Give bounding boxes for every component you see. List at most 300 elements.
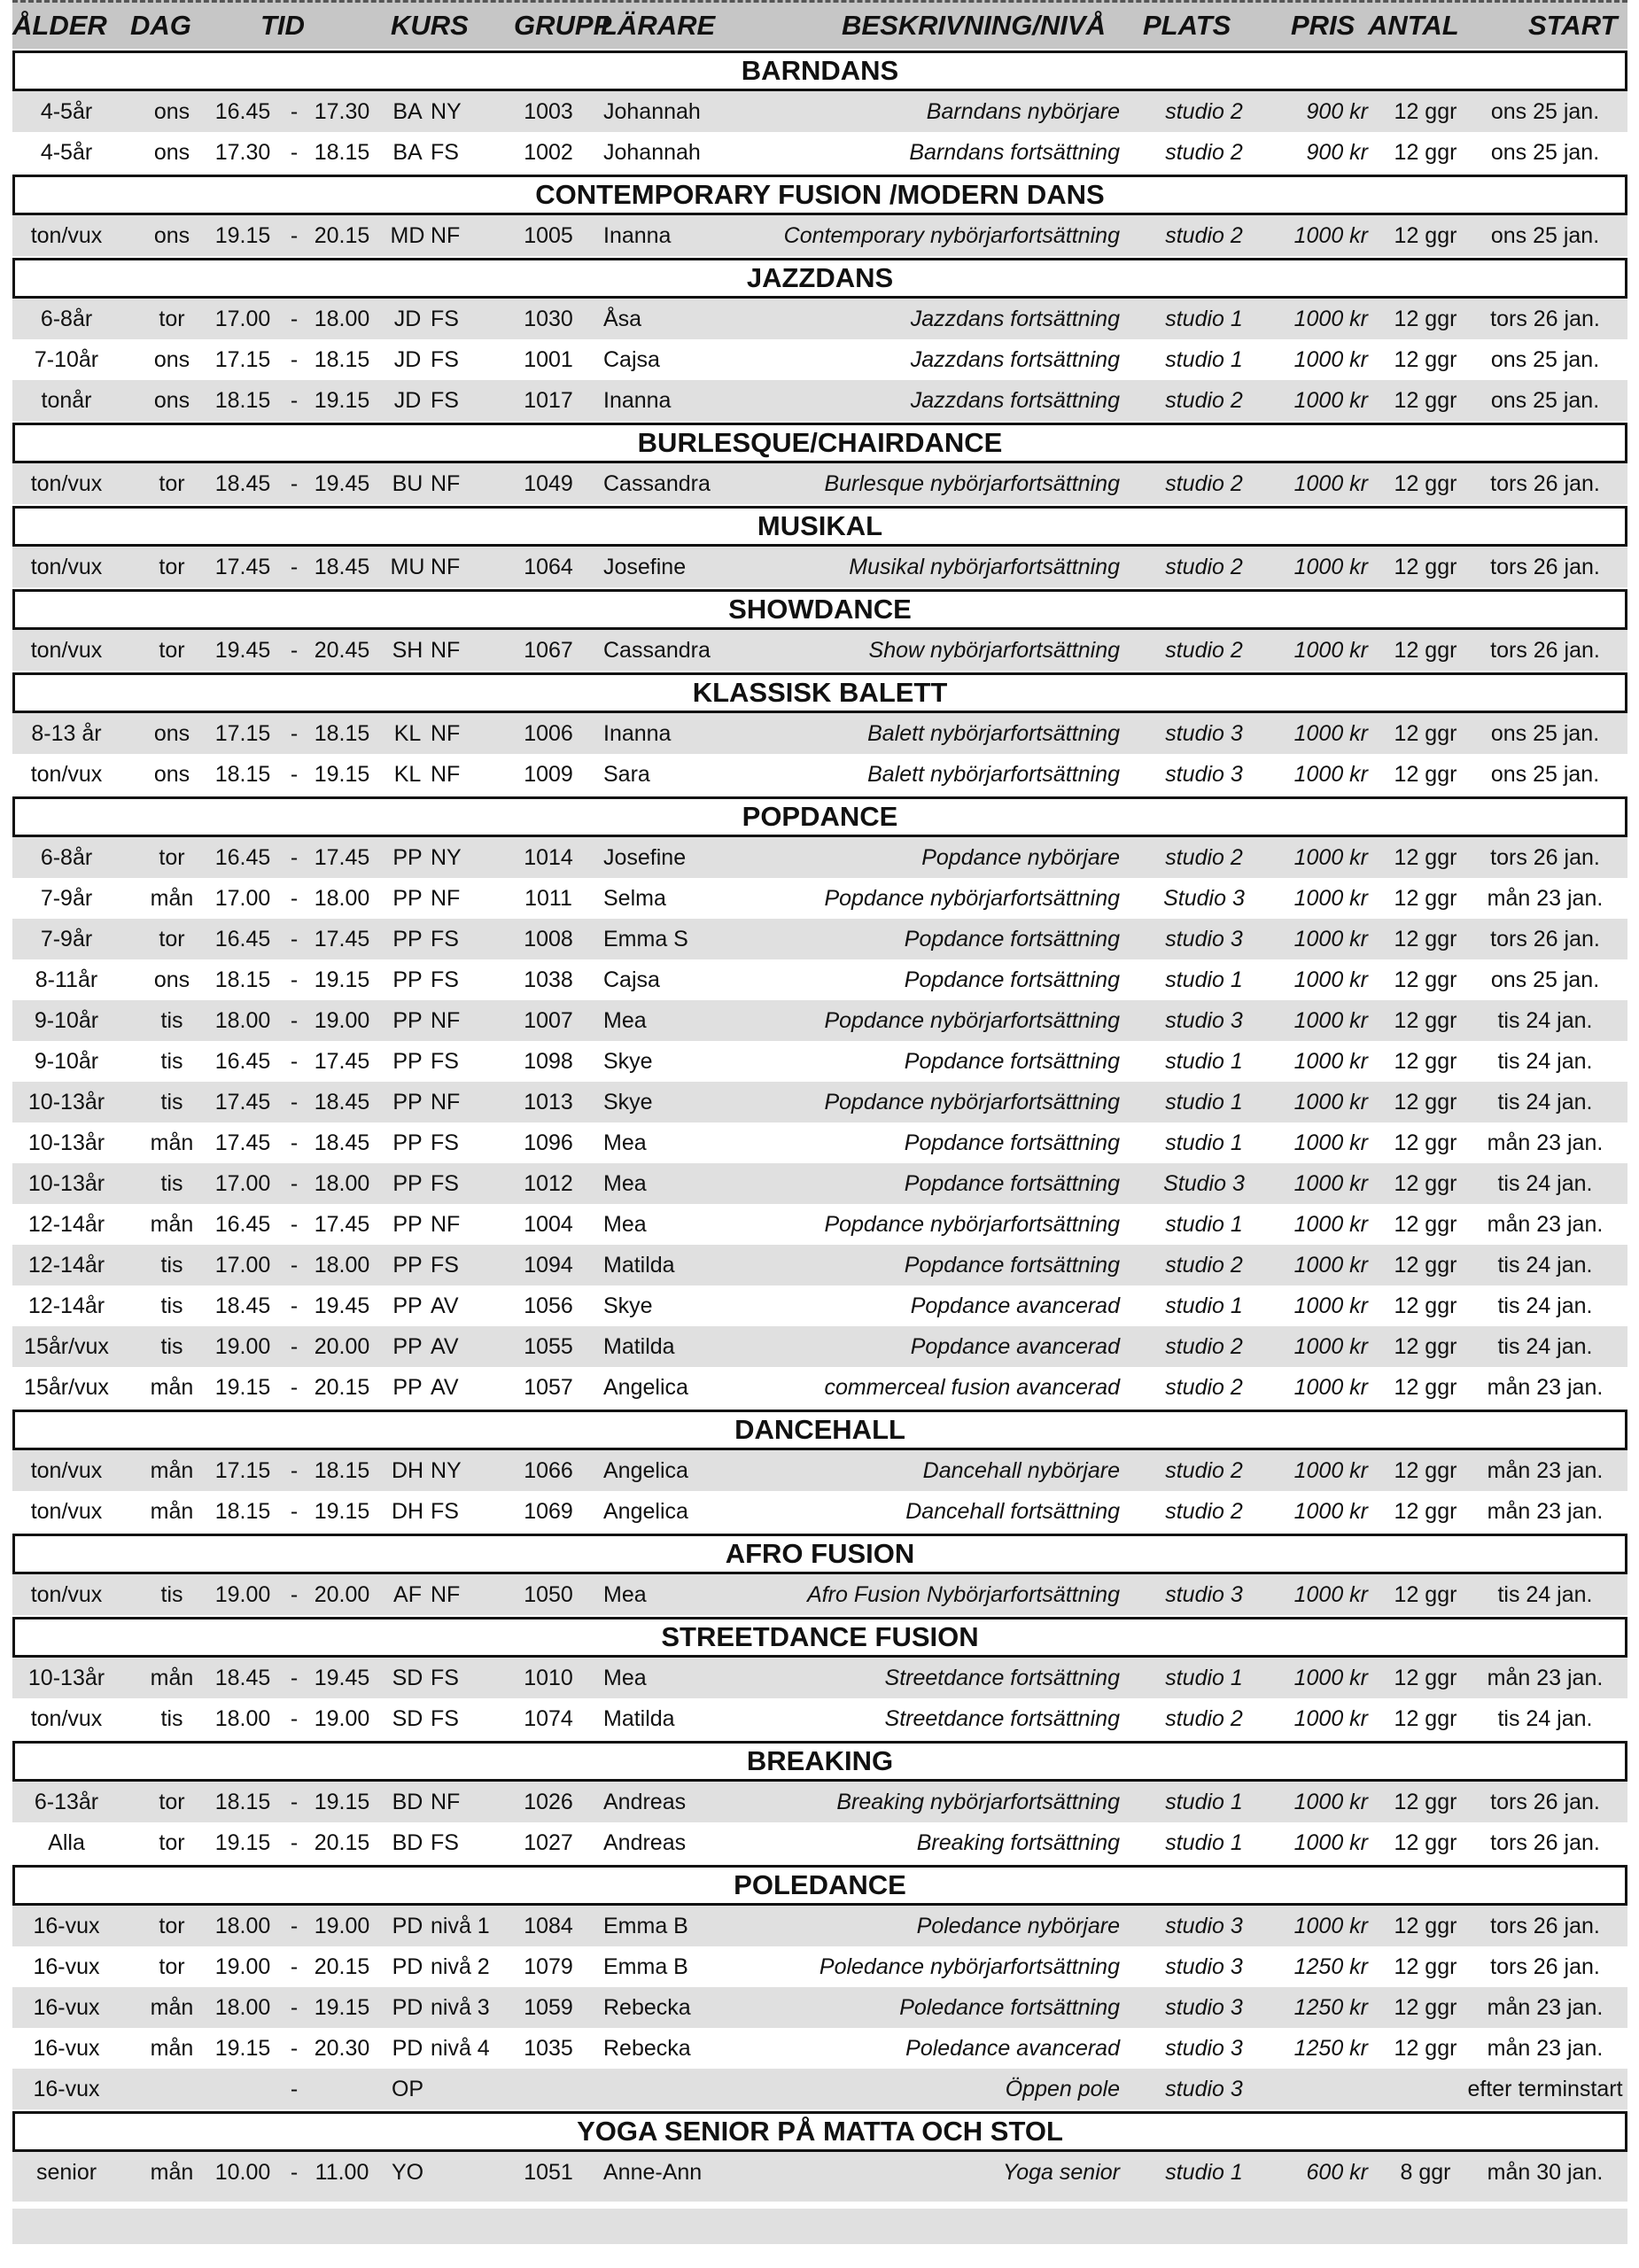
cell-plats: studio 3	[1165, 721, 1243, 746]
cell-antal: 12 ggr	[1394, 845, 1457, 870]
table-row	[12, 380, 1627, 421]
table-row	[12, 1245, 1627, 1285]
cell-beskrivning: Popdance fortsättning	[904, 1171, 1120, 1196]
cell-from: 19.15	[214, 1375, 271, 1400]
cell-grupp: 1001	[524, 347, 573, 372]
cell-to: 19.00	[314, 1008, 370, 1033]
cell-pris: 1000 kr	[1293, 1830, 1368, 1855]
cell-alder: 10-13år	[27, 1171, 105, 1196]
cell-from: 18.00	[214, 1995, 271, 2020]
cell-niva: NF	[431, 1008, 461, 1033]
cell-beskrivning: Popdance nybörjarfortsättning	[824, 1212, 1120, 1237]
time-separator: -	[290, 638, 299, 663]
cell-start: ons 25 jan.	[1490, 388, 1600, 413]
cell-beskrivning: Poledance fortsättning	[899, 1995, 1120, 2020]
header-pris: PRIS	[1291, 10, 1355, 41]
cell-start: tors 26 jan.	[1490, 555, 1600, 579]
cell-larare: Angelica	[603, 1375, 688, 1400]
header-larare: LÄRARE	[601, 10, 716, 41]
cell-niva: FS	[431, 1253, 459, 1278]
section-title: POPDANCE	[12, 796, 1627, 837]
cell-plats: studio 2	[1165, 140, 1243, 165]
cell-grupp: 1014	[524, 845, 573, 870]
cell-larare: Rebecka	[603, 2036, 691, 2061]
cell-to: 19.00	[314, 1914, 370, 1938]
cell-antal: 8 ggr	[1400, 2160, 1451, 2185]
cell-grupp: 1084	[524, 1914, 573, 1938]
cell-niva: nivå 4	[431, 2036, 490, 2061]
cell-plats: studio 1	[1165, 1790, 1243, 1814]
cell-beskrivning: Popdance fortsättning	[904, 1253, 1120, 1278]
cell-alder: 8-13 år	[31, 721, 102, 746]
cell-to: 19.15	[314, 1499, 370, 1524]
cell-grupp: 1017	[524, 388, 573, 413]
cell-grupp: 1098	[524, 1049, 573, 1074]
table-row	[12, 547, 1627, 587]
table-row	[12, 339, 1627, 380]
cell-larare: Matilda	[603, 1706, 675, 1731]
cell-dag: tis	[160, 1049, 183, 1074]
time-separator: -	[290, 2077, 299, 2101]
cell-kurs: PD	[392, 1914, 423, 1938]
cell-plats: studio 2	[1165, 638, 1243, 663]
cell-dag: mån	[150, 1375, 194, 1400]
cell-beskrivning: Jazzdans fortsättning	[910, 388, 1120, 413]
cell-plats: studio 3	[1165, 1008, 1243, 1033]
section-title: YOGA SENIOR PÅ MATTA OCH STOL	[12, 2111, 1627, 2152]
table-row	[12, 878, 1627, 919]
cell-antal: 12 ggr	[1394, 1790, 1457, 1814]
cell-from: 18.45	[214, 1666, 271, 1690]
cell-grupp: 1026	[524, 1790, 573, 1814]
cell-from: 18.00	[214, 1706, 271, 1731]
header-dag: DAG	[130, 10, 191, 41]
time-separator: -	[290, 967, 299, 992]
cell-niva: NY	[431, 845, 462, 870]
cell-larare: Selma	[603, 886, 666, 911]
cell-alder: senior	[35, 2160, 97, 2185]
cell-beskrivning: Jazzdans fortsättning	[910, 307, 1120, 331]
cell-to: 17.45	[314, 927, 370, 951]
cell-niva: NF	[431, 471, 461, 496]
cell-beskrivning: Afro Fusion Nybörjarfortsättning	[807, 1582, 1120, 1607]
cell-antal: 12 ggr	[1394, 1499, 1457, 1524]
cell-larare: Inanna	[603, 388, 672, 413]
cell-larare: Cajsa	[603, 347, 660, 372]
header-grupp: GRUPP	[514, 10, 612, 41]
cell-beskrivning: Barndans nybörjare	[926, 99, 1120, 124]
table-row	[12, 2152, 1627, 2202]
cell-pris: 1000 kr	[1293, 1171, 1368, 1196]
table-row	[12, 1782, 1627, 1822]
cell-beskrivning: Popdance fortsättning	[904, 1049, 1120, 1074]
cell-alder: 6-13år	[34, 1790, 99, 1814]
section-title: AFRO FUSION	[12, 1534, 1627, 1574]
cell-beskrivning: Dancehall nybörjare	[922, 1458, 1120, 1483]
cell-start: ons 25 jan.	[1490, 721, 1600, 746]
cell-dag: tor	[159, 638, 185, 663]
cell-alder: ton/vux	[30, 1582, 103, 1607]
cell-kurs: PP	[392, 1293, 423, 1318]
cell-alder: 6-8år	[40, 845, 93, 870]
cell-start: tis 24 jan.	[1497, 1706, 1593, 1731]
cell-niva: AV	[431, 1375, 459, 1400]
cell-grupp: 1069	[524, 1499, 573, 1524]
table-row	[12, 1367, 1627, 1408]
cell-beskrivning: Popdance fortsättning	[904, 1130, 1120, 1155]
cell-alder: ton/vux	[30, 223, 103, 248]
cell-start: mån 23 jan.	[1487, 1995, 1604, 2020]
cell-alder: 16-vux	[33, 1954, 100, 1979]
cell-grupp: 1074	[524, 1706, 573, 1731]
time-separator: -	[290, 1049, 299, 1074]
time-separator: -	[290, 2036, 299, 2061]
section-title: STREETDANCE FUSION	[12, 1617, 1627, 1658]
section-title: MUSIKAL	[12, 506, 1627, 547]
cell-kurs: PP	[392, 1090, 423, 1115]
cell-larare: Cassandra	[603, 638, 711, 663]
cell-alder: 16-vux	[33, 2036, 100, 2061]
cell-to: 19.15	[314, 1995, 370, 2020]
header-antal: ANTAL	[1368, 10, 1459, 41]
cell-dag: ons	[153, 223, 190, 248]
cell-larare: Angelica	[603, 1458, 688, 1483]
cell-grupp: 1050	[524, 1582, 573, 1607]
cell-larare: Mea	[603, 1008, 647, 1033]
table-row	[12, 837, 1627, 878]
cell-antal: 12 ggr	[1394, 347, 1457, 372]
cell-niva: AV	[431, 1334, 459, 1359]
cell-niva: nivå 2	[431, 1954, 490, 1979]
cell-start: mån 23 jan.	[1487, 1666, 1604, 1690]
cell-from: 17.30	[214, 140, 271, 165]
cell-dag: ons	[153, 721, 190, 746]
cell-beskrivning: Öppen pole	[1005, 2077, 1120, 2101]
cell-to: 19.15	[314, 762, 370, 787]
cell-grupp: 1007	[524, 1008, 573, 1033]
cell-grupp: 1035	[524, 2036, 573, 2061]
cell-from: 10.00	[214, 2160, 271, 2185]
cell-pris: 1000 kr	[1293, 1790, 1368, 1814]
header-tid: TID	[260, 10, 305, 41]
time-separator: -	[290, 845, 299, 870]
cell-to: 11.00	[315, 2160, 369, 2185]
cell-kurs: PP	[392, 1375, 423, 1400]
cell-to: 20.15	[314, 1830, 370, 1855]
cell-pris: 1000 kr	[1293, 1090, 1368, 1115]
cell-grupp: 1012	[524, 1171, 573, 1196]
cell-grupp: 1057	[524, 1375, 573, 1400]
cell-to: 18.45	[314, 555, 370, 579]
time-separator: -	[290, 1582, 299, 1607]
cell-antal: 12 ggr	[1394, 1130, 1457, 1155]
cell-to: 19.15	[314, 1790, 370, 1814]
cell-start: tis 24 jan.	[1497, 1582, 1593, 1607]
time-separator: -	[290, 1458, 299, 1483]
cell-beskrivning: Streetdance fortsättning	[884, 1706, 1120, 1731]
cell-alder: 7-9år	[40, 886, 93, 911]
cell-kurs: DH	[391, 1499, 424, 1524]
cell-kurs: MD	[390, 223, 425, 248]
cell-start: tors 26 jan.	[1490, 638, 1600, 663]
cell-alder: ton/vux	[30, 471, 103, 496]
cell-niva: FS	[431, 1171, 459, 1196]
cell-to: 19.15	[314, 388, 370, 413]
cell-niva: NF	[431, 638, 461, 663]
cell-alder: 4-5år	[40, 99, 93, 124]
cell-start: mån 23 jan.	[1487, 1212, 1604, 1237]
cell-from: 19.15	[214, 2036, 271, 2061]
cell-beskrivning: Poledance nybörjarfortsättning	[819, 1954, 1120, 1979]
cell-start: mån 30 jan.	[1487, 2160, 1604, 2185]
cell-niva: FS	[431, 347, 459, 372]
cell-pris: 1250 kr	[1293, 2036, 1368, 2061]
table-row	[12, 1000, 1627, 1041]
table-row	[12, 1285, 1627, 1326]
cell-pris: 1000 kr	[1293, 1334, 1368, 1359]
cell-dag: tor	[159, 1790, 185, 1814]
cell-grupp: 1056	[524, 1293, 573, 1318]
time-separator: -	[290, 721, 299, 746]
cell-niva: NF	[431, 223, 461, 248]
cell-antal: 12 ggr	[1394, 1212, 1457, 1237]
cell-to: 19.00	[314, 1706, 370, 1731]
cell-antal: 12 ggr	[1394, 555, 1457, 579]
cell-start: tors 26 jan.	[1490, 1914, 1600, 1938]
cell-grupp: 1030	[524, 307, 573, 331]
table-row	[12, 1122, 1627, 1163]
cell-plats: studio 3	[1165, 762, 1243, 787]
cell-dag: tor	[159, 555, 185, 579]
cell-larare: Mea	[603, 1130, 647, 1155]
cell-niva: FS	[431, 388, 459, 413]
cell-start: tors 26 jan.	[1490, 307, 1600, 331]
cell-niva: FS	[431, 1666, 459, 1690]
cell-grupp: 1011	[524, 886, 572, 911]
cell-alder: ton/vux	[30, 1706, 103, 1731]
cell-from: 19.00	[214, 1582, 271, 1607]
cell-start: mån 23 jan.	[1487, 2036, 1604, 2061]
cell-pris: 900 kr	[1306, 140, 1368, 165]
section-title: SHOWDANCE	[12, 589, 1627, 630]
time-separator: -	[290, 1995, 299, 2020]
cell-to: 18.00	[314, 886, 370, 911]
cell-antal: 12 ggr	[1394, 721, 1457, 746]
cell-to: 18.45	[314, 1130, 370, 1155]
cell-grupp: 1002	[524, 140, 573, 165]
schedule-page	[12, 0, 1627, 2244]
cell-dag: mån	[150, 886, 194, 911]
cell-grupp: 1066	[524, 1458, 573, 1483]
cell-from: 16.45	[214, 1049, 271, 1074]
cell-plats: studio 2	[1165, 223, 1243, 248]
cell-alder: 8-11år	[35, 967, 98, 992]
cell-plats: studio 3	[1165, 2077, 1243, 2101]
cell-alder: 10-13år	[27, 1130, 105, 1155]
cell-from: 18.15	[214, 1790, 271, 1814]
cell-grupp: 1051	[524, 2160, 573, 2185]
cell-alder: tonår	[41, 388, 92, 413]
cell-pris: 1000 kr	[1293, 721, 1368, 746]
cell-alder: 4-5år	[40, 140, 93, 165]
cell-from: 18.00	[214, 1914, 271, 1938]
cell-plats: studio 1	[1165, 307, 1243, 331]
cell-antal: 12 ggr	[1394, 1090, 1457, 1115]
cell-pris: 1000 kr	[1293, 1049, 1368, 1074]
table-row	[12, 1987, 1627, 2028]
cell-kurs: PP	[392, 1253, 423, 1278]
cell-plats: studio 1	[1165, 1090, 1243, 1115]
cell-to: 17.45	[314, 845, 370, 870]
cell-from: 16.45	[214, 845, 271, 870]
cell-niva: AV	[431, 1293, 459, 1318]
cell-antal: 12 ggr	[1394, 1334, 1457, 1359]
table-header	[12, 0, 1627, 49]
cell-plats: studio 1	[1165, 2160, 1243, 2185]
cell-larare: Josefine	[603, 555, 687, 579]
cell-pris: 1000 kr	[1293, 845, 1368, 870]
cell-antal: 12 ggr	[1394, 307, 1457, 331]
cell-grupp: 1079	[524, 1954, 573, 1979]
time-separator: -	[290, 388, 299, 413]
cell-dag: tor	[159, 1830, 185, 1855]
cell-alder: 9-10år	[34, 1008, 99, 1033]
cell-larare: Mea	[603, 1582, 647, 1607]
cell-start: tis 24 jan.	[1497, 1049, 1593, 1074]
cell-beskrivning: Popdance fortsättning	[904, 927, 1120, 951]
cell-kurs: MU	[390, 555, 425, 579]
cell-pris: 1000 kr	[1293, 886, 1368, 911]
schedule-table	[12, 50, 1627, 2202]
table-row	[12, 2028, 1627, 2069]
cell-kurs: JD	[393, 388, 422, 413]
cell-to: 18.15	[314, 140, 370, 165]
cell-kurs: PP	[392, 967, 423, 992]
cell-larare: Andreas	[603, 1790, 687, 1814]
cell-start: tors 26 jan.	[1490, 471, 1600, 496]
cell-larare: Mea	[603, 1171, 647, 1196]
cell-from: 16.45	[214, 1212, 271, 1237]
cell-to: 20.45	[314, 638, 370, 663]
cell-niva: nivå 3	[431, 1995, 490, 2020]
cell-beskrivning: Popdance avancerad	[910, 1293, 1120, 1318]
cell-grupp: 1013	[524, 1090, 573, 1115]
cell-grupp: 1064	[524, 555, 573, 579]
time-separator: -	[290, 223, 299, 248]
cell-antal: 12 ggr	[1394, 2036, 1457, 2061]
cell-kurs: PD	[392, 1954, 423, 1979]
cell-beskrivning: Popdance fortsättning	[904, 967, 1120, 992]
cell-start: tis 24 jan.	[1497, 1334, 1593, 1359]
cell-antal: 12 ggr	[1394, 1995, 1457, 2020]
cell-larare: Skye	[603, 1293, 653, 1318]
cell-to: 20.15	[314, 223, 370, 248]
cell-niva: NY	[431, 99, 462, 124]
cell-pris: 1000 kr	[1293, 967, 1368, 992]
cell-beskrivning: Barndans fortsättning	[909, 140, 1120, 165]
cell-beskrivning: commerceal fusion avancerad	[824, 1375, 1120, 1400]
cell-dag: tis	[160, 1171, 183, 1196]
cell-to: 19.15	[314, 967, 370, 992]
table-row	[12, 1450, 1627, 1491]
cell-dag: tis	[160, 1706, 183, 1731]
cell-start: mån 23 jan.	[1487, 1499, 1604, 1524]
cell-larare: Inanna	[603, 223, 672, 248]
cell-alder: ton/vux	[30, 638, 103, 663]
table-row	[12, 299, 1627, 339]
cell-from: 19.00	[214, 1954, 271, 1979]
cell-antal: 12 ggr	[1394, 1171, 1457, 1196]
cell-larare: Mea	[603, 1666, 647, 1690]
table-row	[12, 1326, 1627, 1367]
cell-grupp: 1038	[524, 967, 573, 992]
table-row	[12, 1082, 1627, 1122]
time-separator: -	[290, 1293, 299, 1318]
cell-dag: tor	[159, 1914, 185, 1938]
cell-pris: 900 kr	[1306, 99, 1368, 124]
table-row	[12, 1574, 1627, 1615]
table-row	[12, 1204, 1627, 1245]
cell-plats: studio 1	[1165, 967, 1243, 992]
cell-to: 18.00	[314, 307, 370, 331]
table-row	[12, 959, 1627, 1000]
cell-kurs: PP	[392, 1008, 423, 1033]
table-row	[12, 463, 1627, 504]
cell-from: 16.45	[214, 99, 271, 124]
cell-grupp: 1005	[524, 223, 573, 248]
cell-to: 17.45	[314, 1049, 370, 1074]
cell-niva: NF	[431, 762, 461, 787]
cell-antal: 12 ggr	[1394, 471, 1457, 496]
cell-antal: 12 ggr	[1394, 388, 1457, 413]
cell-to: 20.15	[314, 1954, 370, 1979]
cell-start: tors 26 jan.	[1490, 927, 1600, 951]
cell-larare: Josefine	[603, 845, 687, 870]
cell-alder: 9-10år	[34, 1049, 99, 1074]
table-row	[12, 1946, 1627, 1987]
cell-start: mån 23 jan.	[1487, 1375, 1604, 1400]
cell-grupp: 1067	[524, 638, 573, 663]
cell-pris: 1000 kr	[1293, 307, 1368, 331]
cell-to: 18.15	[314, 1458, 370, 1483]
cell-pris: 1000 kr	[1293, 1458, 1368, 1483]
cell-kurs: PD	[392, 1995, 423, 2020]
cell-grupp: 1049	[524, 471, 573, 496]
cell-larare: Mea	[603, 1212, 647, 1237]
cell-to: 20.00	[314, 1334, 370, 1359]
cell-to: 17.30	[314, 99, 370, 124]
cell-antal: 12 ggr	[1394, 1666, 1457, 1690]
cell-pris: 1000 kr	[1293, 1375, 1368, 1400]
cell-grupp: 1003	[524, 99, 573, 124]
cell-beskrivning: Breaking fortsättning	[916, 1830, 1120, 1855]
cell-larare: Cassandra	[603, 471, 711, 496]
time-separator: -	[290, 1171, 299, 1196]
cell-niva: nivå 1	[431, 1914, 490, 1938]
cell-kurs: PP	[392, 1212, 423, 1237]
time-separator: -	[290, 1334, 299, 1359]
cell-larare: Emma S	[603, 927, 688, 951]
cell-antal: 12 ggr	[1394, 1954, 1457, 1979]
table-row	[12, 91, 1627, 132]
cell-plats: studio 2	[1165, 1334, 1243, 1359]
cell-kurs: PP	[392, 1049, 423, 1074]
cell-to: 19.45	[314, 1293, 370, 1318]
cell-kurs: YO	[391, 2160, 424, 2185]
time-separator: -	[290, 1130, 299, 1155]
cell-plats: studio 2	[1165, 555, 1243, 579]
cell-alder: ton/vux	[30, 555, 103, 579]
